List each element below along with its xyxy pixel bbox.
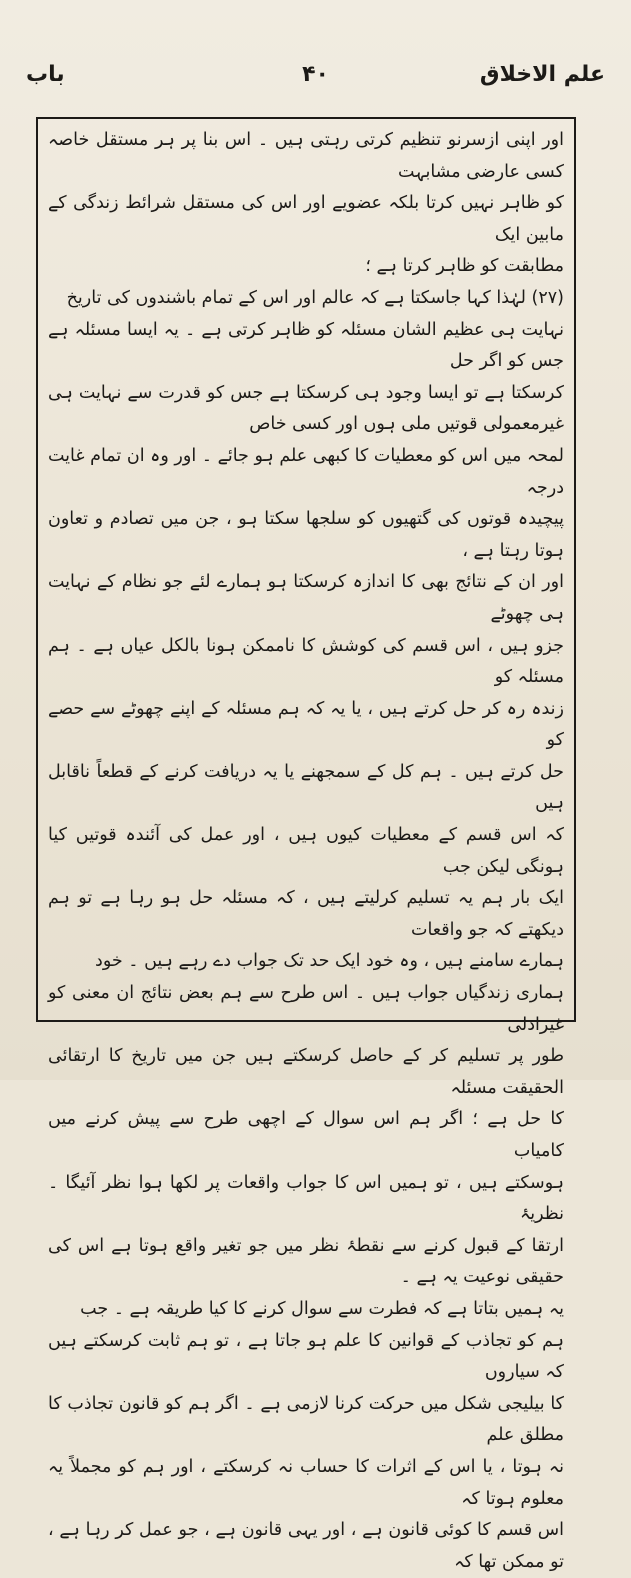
text-line: کا حل ہے ؛ اگر ہم اس سوال کے اچھی طرح سے پیش کرنے میں کامیاب	[48, 1109, 564, 1161]
text-line: لمحہ میں اس کو معطیات کا کبھی علم ہو جائے ۔ اور وہ ان تمام غایت درجہ	[48, 445, 564, 498]
page-number: ۴۰	[302, 62, 329, 87]
text-line: حل کرتے ہیں ۔ ہم کل کے سمجھنے یا یہ دریافت کرنے کے قطعاً ناقابل ہیں	[48, 761, 564, 814]
text-line: نہ ہوتا ، یا اس کے اثرات کا حساب نہ کرسکتے ، اور ہم کو مجملاً یہ معلوم ہوتا کہ	[48, 1456, 564, 1509]
text-line: ہم کو تجاذب کے قوانین کا علم ہو جاتا ہے ، تو ہم ثابت کرسکتے ہیں کہ سیاروں	[48, 1330, 564, 1383]
text-line: مطابقت کو ظاہر کرتا ہے ؛	[365, 256, 564, 277]
chapter-label: باب	[26, 62, 65, 87]
text-frame	[36, 117, 576, 1572]
text-line: ہمارے سامنے ہیں ، وہ خود ایک حد تک جواب دے رہے ہیں ۔ خود	[95, 951, 564, 972]
text-line: (۲۷) لہٰذا کہا جاسکتا ہے کہ عالم اور اس کے تمام باشندوں کی تاریخ	[66, 287, 564, 308]
text-line: کرسکتا ہے تو ایسا وجود ہی کرسکتا ہے جس کو قدرت سے نہایت ہی غیرمعمولی قوتیں ملی ہوں اور کسی خاص	[48, 382, 564, 435]
text-line: اور اپنی ازسرنو تنظیم کرتی رہتی ہیں ۔ اس بنا پر ہر مستقل خاصہ کسی عارضی مشابہت	[48, 130, 564, 182]
text-line: طور پر تسلیم کر کے حاصل کرسکتے ہیں جن میں تاریخ کا ارتقائی الحقیقت مسئلہ	[48, 1046, 564, 1098]
text-line: اس قسم کا کوئی قانون ہے ، اور یہی قانون ہے ، جو عمل کر رہا ہے ، تو ممکن تھا کہ	[48, 1520, 564, 1572]
text-line: کا بیلیجی شکل میں حرکت کرنا لازمی ہے ۔ اگر ہم کو قانون تجاذب کا مطلق علم	[48, 1393, 564, 1446]
page-header	[26, 60, 605, 102]
text-line: زندہ رہ کر حل کرتے ہیں ، یا یہ کہ ہم مسئلہ کے اپنے چھوٹے سے حصے کو	[48, 698, 564, 751]
text-line: جزو ہیں ، اس قسم کی کوشش کا ناممکن ہونا بالکل عیاں ہے ۔ ہم مسئلہ کو	[48, 635, 564, 688]
text-line: کہ اس قسم کے معطیات کیوں ہیں ، اور عمل کی آئندہ قوتیں کیا ہونگی لیکن جب	[48, 825, 564, 877]
text-line: یہ ہمیں بتاتا ہے کہ فطرت سے سوال کرنے کا کیا طریقہ ہے ۔ جب	[80, 1298, 564, 1319]
text-line: پیچیدہ قوتوں کی گتھیوں کو سلجھا سکتا ہو ، جن میں تصادم و تعاون ہوتا رہتا ہے ،	[48, 509, 564, 561]
body-text	[48, 125, 564, 1578]
text-line: ہماری زندگیاں جواب ہیں ۔ اس طرح سے ہم بعض نتائج ان معنی کو غیرادلی	[48, 983, 564, 1035]
text-line: ارتقا کے قبول کرنے سے نقطۂ نظر میں جو تغیر واقع ہوتا ہے اس کی حقیقی نوعیت یہ ہے ۔	[48, 1235, 564, 1288]
text-line: اور ان کے نتائج بھی کا اندازہ کرسکتا ہو ہمارے لئے جو نظام کے نہایت ہی چھوٹے	[48, 572, 564, 624]
book-title: علم الاخلاق	[479, 62, 605, 87]
text-line: ایک بار ہم یہ تسلیم کرلیتے ہیں ، کہ مسئلہ حل ہو رہا ہے تو ہم دیکھتے کہ جو واقعات	[48, 888, 564, 940]
text-line: کو ظاہر نہیں کرتا بلکہ عضویے اور اس کی مستقل شرائط زندگی کے مابین ایک	[48, 193, 564, 245]
text-line: ہوسکتے ہیں ، تو ہمیں اس کا جواب واقعات پر لکھا ہوا نظر آئیگا ۔ نظریۂ	[48, 1172, 564, 1225]
text-line: نہایت ہی عظیم الشان مسئلہ کو ظاہر کرتی ہے ۔ یہ ایسا مسئلہ ہے جس کو اگر حل	[48, 319, 564, 372]
